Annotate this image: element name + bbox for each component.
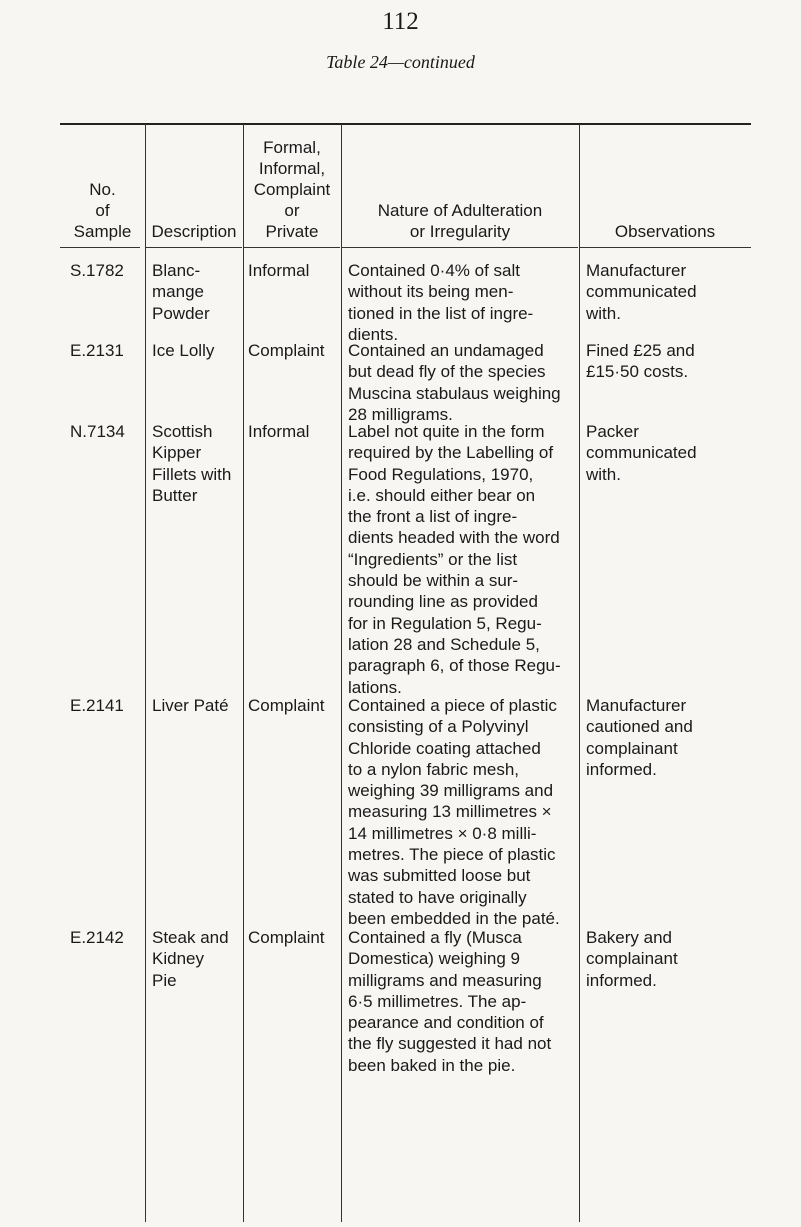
- header-rule: [244, 247, 340, 248]
- sample-number: S.1782: [70, 261, 124, 280]
- table-title: Table 24—continued: [326, 52, 475, 72]
- sample-type: Complaint: [248, 341, 325, 360]
- nature-of-irregularity: Contained a fly (Musca Domestica) weighing 9 milligrams and measuring 6·5 millimetres. The ap- pearance and condition of the fly suggested it had not been baked in the pie.: [348, 928, 552, 1075]
- observations: Fined £25 and £15·50 costs.: [586, 341, 695, 382]
- column-divider: [243, 124, 244, 1222]
- column-header-nature: Nature of Adulteration or Irregularity: [377, 201, 543, 241]
- column-header-observations: Observations: [614, 222, 716, 241]
- nature-of-irregularity: Contained 0·4% of salt without its being men- tioned in the list of ingre- dients.: [348, 261, 534, 344]
- header-rule: [580, 247, 751, 248]
- page-number: 112: [382, 8, 419, 35]
- column-divider: [145, 124, 146, 1222]
- header-rule: [342, 247, 578, 248]
- column-header-type: Formal, Informal, Complaint or Private: [253, 138, 331, 241]
- sample-type: Complaint: [248, 928, 325, 947]
- description: Blanc- mange Powder: [152, 261, 210, 323]
- sample-number: E.2141: [70, 696, 124, 715]
- observations: Bakery and complainant informed.: [586, 928, 678, 990]
- description: Liver Paté: [152, 696, 229, 715]
- nature-of-irregularity: Contained an undamaged but dead fly of the species Muscina stabulaus weighing 28 milligrams.: [348, 341, 561, 424]
- column-divider: [579, 124, 580, 1222]
- sample-number: E.2142: [70, 928, 124, 947]
- sample-number: E.2131: [70, 341, 124, 360]
- header-rule: [60, 247, 140, 248]
- column-divider: [341, 124, 342, 1222]
- column-header-description: Description: [151, 222, 237, 241]
- description: Scottish Kipper Fillets with Butter: [152, 422, 232, 505]
- nature-of-irregularity: Contained a piece of plastic consisting of a Polyvinyl Chloride coating attached to a nylon fabric mesh, weighing 39 milligrams and measuring 13 millimetres × 14 millimetres × 0·8 milli- metres. The piece of plastic was submitted loose but stated to have originally been embedded in the paté.: [348, 696, 560, 928]
- header-rule: [146, 247, 242, 248]
- sample-type: Informal: [248, 261, 310, 280]
- description: Steak and Kidney Pie: [152, 928, 229, 990]
- sample-type: Informal: [248, 422, 310, 441]
- description: Ice Lolly: [152, 341, 215, 360]
- observations: Packer communicated with.: [586, 422, 697, 484]
- observations: Manufacturer communicated with.: [586, 261, 697, 323]
- sample-number: N.7134: [70, 422, 125, 441]
- observations: Manufacturer cautioned and complainant informed.: [586, 696, 693, 779]
- nature-of-irregularity: Label not quite in the form required by the Labelling of Food Regulations, 1970, i.e. should either bear on the front a list of ingre- dients headed with the word “Ingredients” or the list should be within a sur- rounding line as provided for in Regulation 5, Regu- lation 28 and Schedule 5, paragraph 6, of those Regu- lations.: [348, 422, 561, 697]
- sample-type: Complaint: [248, 696, 325, 715]
- column-header-sample: No. of Sample: [73, 180, 132, 241]
